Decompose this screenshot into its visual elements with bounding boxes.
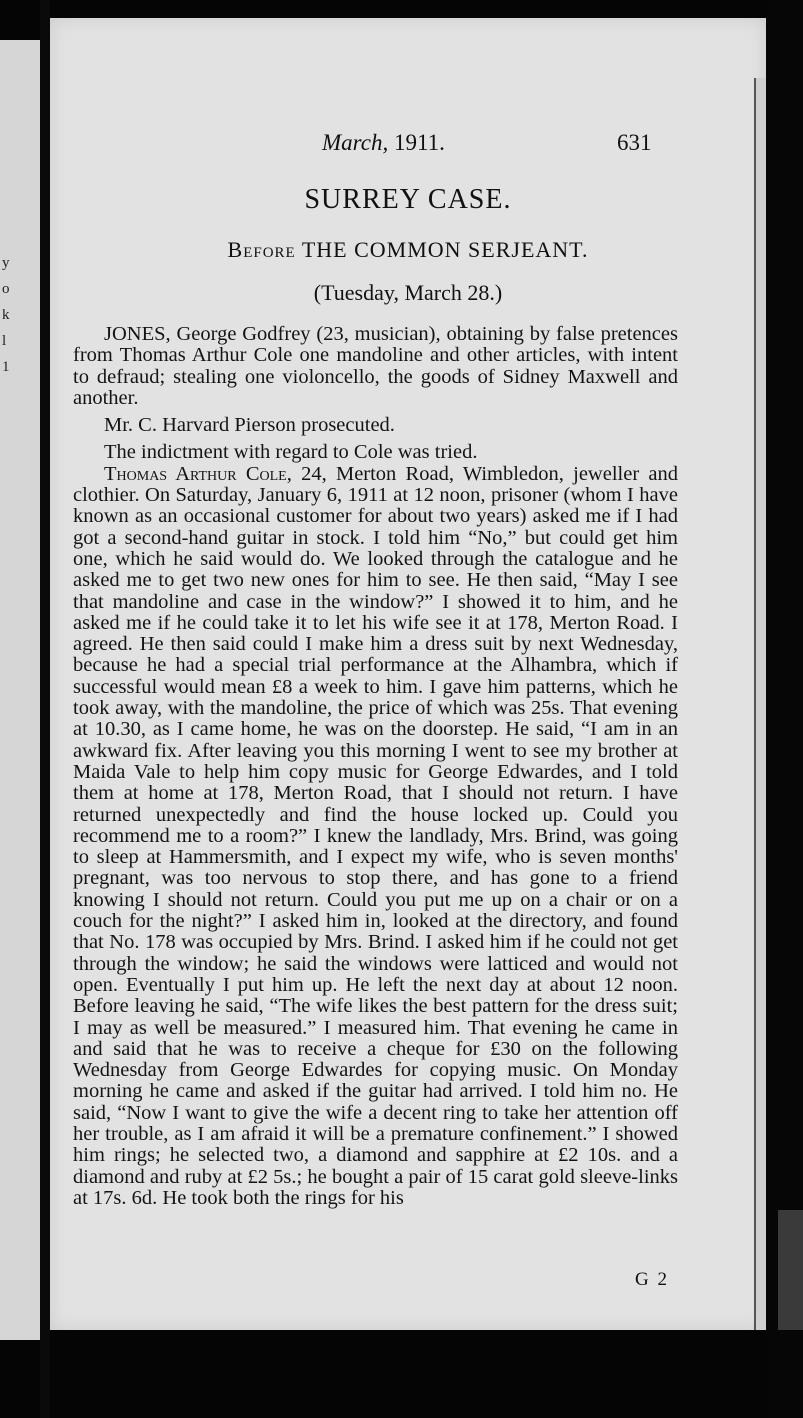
running-head-year: 1911. <box>393 130 445 155</box>
case-title: SURREY CASE. <box>304 184 512 215</box>
running-head-date <box>322 130 445 156</box>
counsel-paragraph: Mr. C. Harvard Pierson prosecuted. <box>104 414 395 437</box>
indictment-paragraph: JONES, George Godfrey (23, musician), obtaining by false pretences from Thomas Arthur Cole one mandoline and other articles, with intent to defraud; stealing one violoncello, the goods of Sidney Maxwell and another. <box>73 323 678 409</box>
edge-letter: k <box>2 307 10 323</box>
page-edge-shadow <box>754 78 766 1330</box>
page-number: 631 <box>617 130 652 155</box>
witness-name: Thomas Arthur Cole <box>104 462 287 485</box>
edge-letter: 1 <box>2 359 10 375</box>
running-head-month: March, <box>322 130 389 155</box>
next-page-edge <box>778 1210 803 1330</box>
body-text <box>73 324 678 1209</box>
testimony-text: , 24, Merton Road, Wimbledon, jeweller and clothier. On Saturday, January 6, 1911 at 12 noon, prisoner (whom I have known as an occasional customer for about two years) asked me if I had got a second-hand guitar in stock. I told him “No,” but could get him one, which he said would do. We looked through the catalogue and he asked me to get two new ones for him to see. He then said, “May I see that mandoline and case in the window?” I showed it to him, and he asked me if he could take it to let his wife see it at 178, Merton Road. I agreed. He then said could I make him a dress suit by next Wednesday, because he had a special trial performance at the Alhambra, which if successful would mean £8 a week to him. I gave him patterns, which he took away, with the mandoline, the price of which was 25s. That evening at 10.30, as I came home, he was on the doorstep. He said, “I am in an awkward fix. After leaving you this morning I went to see my brother at Maida Vale to help him copy music for George Edwardes, and I told them at home at 178, Merton Road, that I should not return. I have returned unexpectedly and find the house locked up. Could you recommend me to a room?” I knew the landlady, Mrs. Brind, was going to sleep at Hammersmith, and I expect my wife, who is seven months' pregnant, was too nervous to stop there, and has gone to a friend knowing I should not return. Could you put me up on a chair or on a couch for the night?” I asked him in, looked at the directory, and found that No. 178 was occupied by Mrs. Brind. I asked him if he could not get through the window; he said the windows were latticed and would not open. Eventually I put him up. He left the next day at about 12 noon. Before leaving he said, “The wife likes the best pattern for the dress suit; I may as well be measured.” I measured him. That evening he came in and said that he was to receive a cheque for £30 on the following Wednesday from George Edwardes for copying music. On Monday morning he came and asked if the guitar had arrived. I told him no. He said, “Now I want to give the wife a decent ring to take her attention off her trouble, as I am afraid it will be a premature confinement.” I showed him rings; he selected two, a diamond and sapphire at £2 10s. and a diamond and ruby at £2 5s.; he bought a pair of 15 carat gold sleeve-links at 17s. 6d. He took both the rings for his <box>73 462 678 1209</box>
before-label: Before <box>227 237 296 262</box>
edge-letter: y <box>2 255 10 271</box>
edge-letter: o <box>2 281 10 297</box>
witness-testimony <box>73 464 678 1209</box>
running-head <box>50 130 766 164</box>
edge-letter: l <box>2 333 7 349</box>
court-line <box>50 237 766 263</box>
book-gutter <box>40 0 50 1418</box>
left-page-letters <box>2 250 16 380</box>
left-page-edge <box>0 40 40 1340</box>
book-page <box>50 18 766 1330</box>
signature-mark: G 2 <box>635 1269 669 1290</box>
hearing-date: (Tuesday, March 28.) <box>313 280 503 305</box>
indictment-note: The indictment with regard to Cole was tried. <box>104 441 478 464</box>
judge-name: THE COMMON SERJEANT. <box>301 237 589 262</box>
right-background <box>766 0 803 1418</box>
